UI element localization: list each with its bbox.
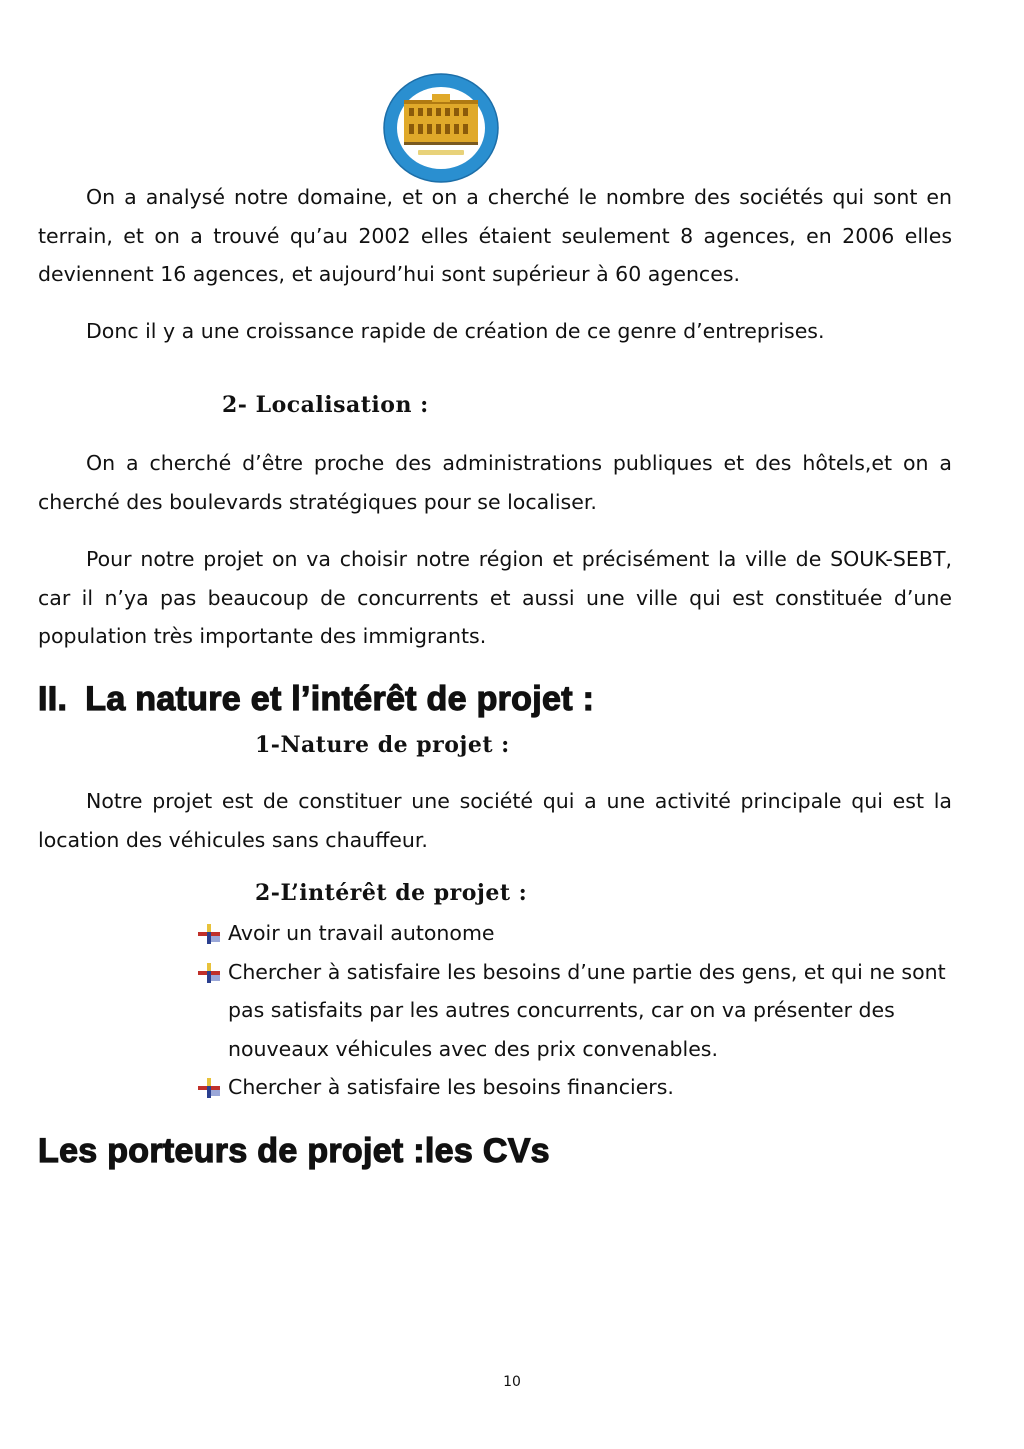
bullet-text: Chercher à satisfaire les besoins d’une partie des gens, et qui ne sont pas satisfaits par les autres concurrents, car on va présenter des nouveaux véhicules avec des prix convenables.: [228, 959, 946, 1061]
section-heading-nature-interet: [38, 680, 594, 719]
section-number: II.: [38, 680, 68, 718]
paragraph-analysis: On a analysé notre domaine, et on a cherché le nombre des sociétés qui sont en terrain, et on a trouvé qu’au 2002 elles étaient seulement 8 agences, en 2006 elles deviennent 16 agences, et aujourd’hui sont supérieur à 60 agences.: [38, 185, 952, 286]
bullet-text: Chercher à satisfaire les besoins financiers.: [228, 1075, 674, 1099]
faculty-logo: [382, 72, 500, 184]
arrow-bullet-icon: [198, 1078, 220, 1098]
paragraph-localisation: On a cherché d’être proche des administrations publiques et des hôtels,et on a cherché des boulevards stratégiques pour se localiser.: [38, 451, 952, 514]
paragraph-nature: Notre projet est de constituer une société qui a une activité principale qui est la location des véhicules sans chauffeur.: [38, 789, 952, 852]
list-item: [196, 914, 956, 953]
paragraph-region: Pour notre projet on va choisir notre région et précisément la ville de SOUK-SEBT, car il n’ya pas beaucoup de concurrents et aussi une ville qui est constituée d’une population très importante des immigrants.: [38, 547, 952, 648]
page-number: 10: [503, 1374, 521, 1390]
heading-nature: 1-Nature de projet :: [255, 732, 510, 758]
list-item: [196, 953, 956, 1069]
interet-bullet-list: [196, 914, 956, 1107]
heading-interet: 2-L’intérêt de projet :: [255, 880, 528, 906]
heading-localisation: 2- Localisation :: [222, 392, 429, 418]
arrow-bullet-icon: [198, 963, 220, 983]
arrow-bullet-icon: [198, 924, 220, 944]
bullet-text: Avoir un travail autonome: [228, 921, 495, 945]
section-title: La nature et l’intérêt de projet :: [85, 680, 595, 718]
list-item: [196, 1068, 956, 1107]
paragraph-growth: Donc il y a une croissance rapide de création de ce genre d’entreprises.: [86, 319, 825, 343]
heading-porteurs: Les porteurs de projet :les CVs: [38, 1132, 550, 1170]
